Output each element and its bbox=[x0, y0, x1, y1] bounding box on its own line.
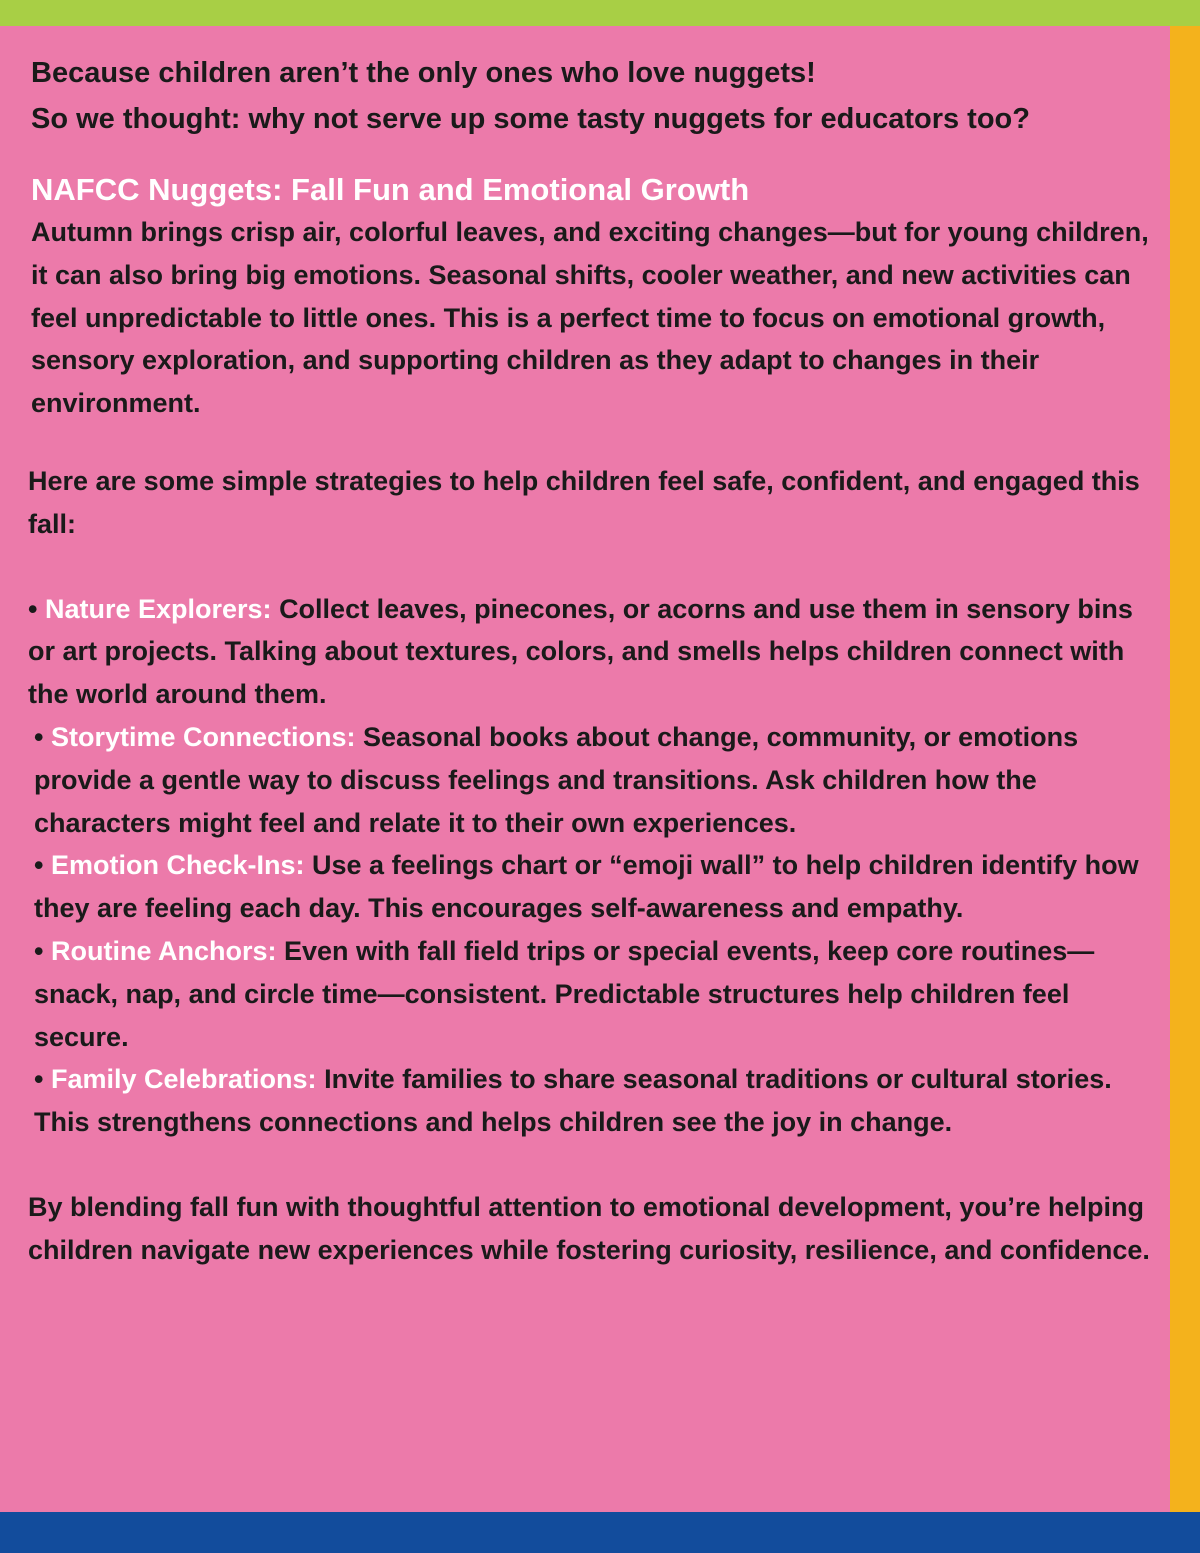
top-accent-bar bbox=[0, 0, 1200, 26]
bullet-icon: • bbox=[28, 593, 38, 624]
right-accent-bar bbox=[1170, 26, 1200, 1512]
strategy-term: Emotion Check-Ins: bbox=[50, 850, 305, 881]
article-title: NAFCC Nuggets: Fall Fun and Emotional Growth bbox=[31, 172, 750, 207]
list-item bbox=[28, 588, 1158, 716]
strategy-text: Seasonal books about change, community, or emotions provide a gentle way to discuss feelings and transitions. Ask children how the characters might feel and relate it to their own experiences. bbox=[34, 721, 1079, 838]
intro-text bbox=[31, 50, 1158, 142]
strategy-text: Even with fall field trips or special events, keep core routines—snack, nap, and circle time—consistent. Predictable structures help children feel secure. bbox=[34, 935, 1095, 1052]
strategy-term: Family Celebrations: bbox=[50, 1064, 317, 1095]
bottom-accent-bar bbox=[0, 1512, 1200, 1553]
list-item bbox=[28, 1058, 1158, 1144]
list-item bbox=[28, 716, 1158, 844]
strategy-text: Collect leaves, pinecones, or acorns and use them in sensory bins or art projects. Talking about textures, colors, and smells helps children connect with the world around them. bbox=[28, 593, 1133, 710]
bullet-icon: • bbox=[34, 850, 44, 881]
strategy-term: Routine Anchors: bbox=[50, 935, 277, 966]
bullet-icon: • bbox=[34, 1064, 44, 1095]
bullet-icon: • bbox=[34, 721, 44, 752]
strategy-text: Use a feelings chart or “emoji wall” to help children identify how they are feeling each day. This encourages self-awareness and empathy. bbox=[34, 850, 1139, 924]
strategies-list bbox=[28, 588, 1158, 1144]
list-item bbox=[28, 844, 1158, 930]
strategies-intro-paragraph: Here are some simple strategies to help children feel safe, confident, and engaged this fall: bbox=[28, 465, 1140, 539]
intro-line-2: So we thought: why not serve up some tasty nuggets for educators too? bbox=[31, 103, 1030, 135]
list-item bbox=[28, 930, 1158, 1058]
bullet-icon: • bbox=[34, 935, 44, 966]
strategy-text: Invite families to share seasonal traditions or cultural stories. This strengthens connections and helps children see the joy in change. bbox=[34, 1064, 1112, 1138]
newsletter-content bbox=[28, 50, 1158, 1272]
autumn-paragraph: Autumn brings crisp air, colorful leaves, and exciting changes—but for young children, it can also bring big emotions. Seasonal shifts, cooler weather, and new activities can feel unpredictable to little ones. This is a perfect time to focus on emotional growth, sensory exploration, and supporting children as they adapt to changes in their environment. bbox=[31, 217, 1149, 419]
closing-paragraph: By blending fall fun with thoughtful attention to emotional development, you’re helping children navigate new experiences while fostering curiosity, resilience, and confidence. bbox=[28, 1191, 1150, 1265]
strategy-term: Storytime Connections: bbox=[50, 721, 356, 752]
strategy-term: Nature Explorers: bbox=[44, 593, 272, 624]
intro-line-1: Because children aren’t the only ones who love nuggets! bbox=[31, 57, 816, 89]
